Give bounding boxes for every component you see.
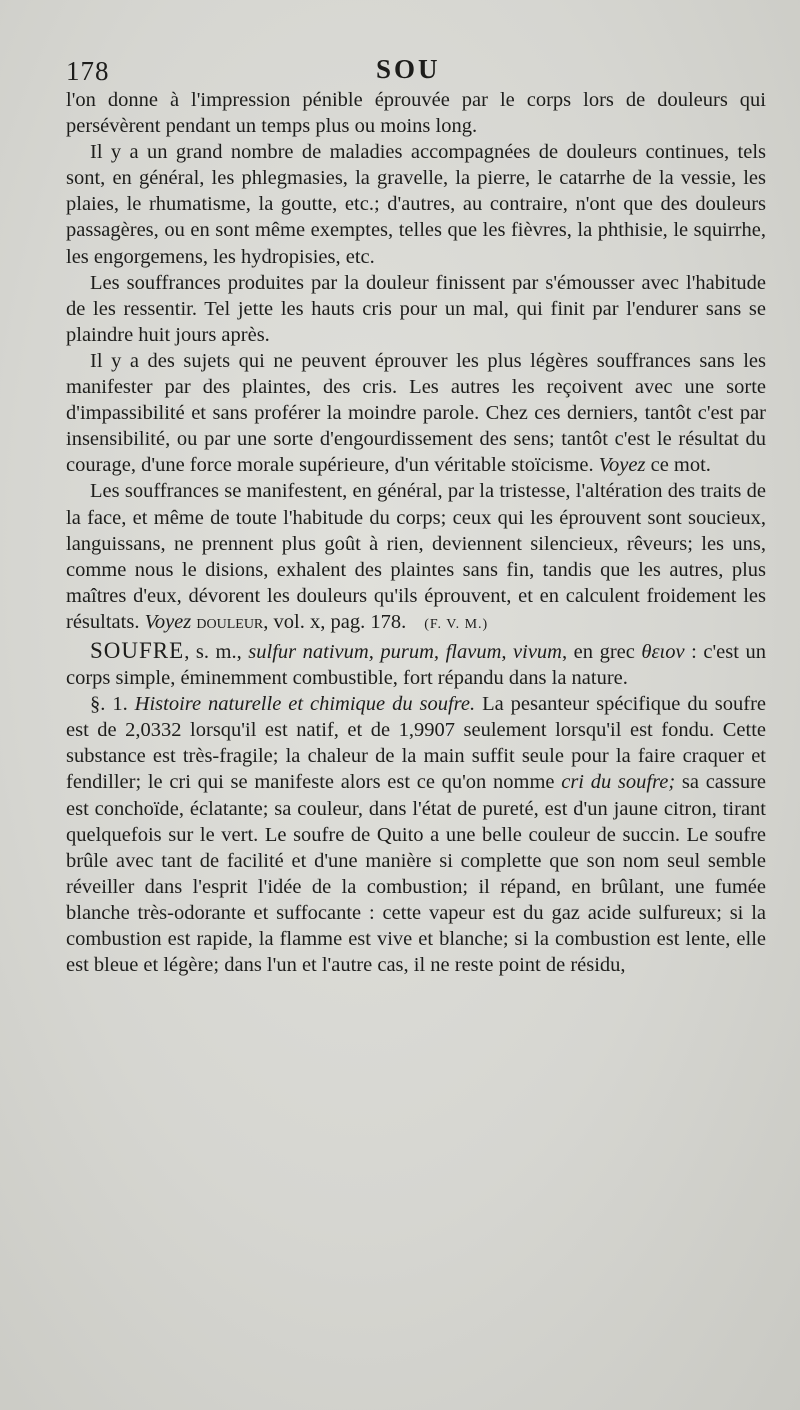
paragraph-sujets-text: Il y a des sujets qui ne peuvent éprouver les plus légères souffrances sans les manifester par des plaintes, des cris. Les autres les reçoivent avec une sorte d'impassibilité et sans proférer la moindre parole. Chez ces derniers, tantôt c'est par insensibilité, ou par une sorte d'engourdissement des sens; tantôt c'est le résultat du courage, d'une force morale supérieure, d'un véritable stoïcisme. bbox=[66, 349, 766, 477]
entry-greek-word: θειον bbox=[641, 640, 685, 663]
page-header bbox=[66, 52, 766, 88]
entry-latin-names: sulfur nativum, purum, flavum, vivum bbox=[248, 640, 562, 663]
entry-soufre bbox=[66, 638, 766, 691]
paragraph-habitude: Les souffrances produites par la douleur finissent par s'émousser avec l'habitude de les ressentir. Tel jette les hauts cris pour un mal, qui finit par l'endurer sans se plaindre huit jours après. bbox=[66, 271, 766, 346]
section-text: La pesanteur spécifique du soufre est de 2,0332 lorsqu'il est natif, et de 1,9907 seulement lorsqu'il est fondu. Cette substance est très-fragile; la chaleur de la main suffit seule pour la faire craquer et fendiller; le cri qui se manifeste alors est ce qu'on nomme bbox=[66, 693, 767, 794]
paragraph-maladies: Il y a un grand nombre de maladies accompagnées de douleurs continues, tels sont, en général, les phlegmasies, la gravelle, la pierre, le catarrhe de la vessie, les plaies, le rhumatisme, la goutte, etc.; d'autres, au contraire, n'ont que des douleurs passagères, ou en sont même exemptes, telles que les fièvres, la phthisie, le squirrhe, les engorgemens, les hydropisies, etc. bbox=[66, 141, 766, 268]
page-number: 178 bbox=[66, 56, 110, 86]
body-text bbox=[66, 87, 766, 978]
running-head: SOU bbox=[376, 54, 441, 84]
entry-grammar: , s. m., bbox=[184, 640, 242, 663]
section-title: Histoire naturelle et chimique du soufre. bbox=[134, 693, 476, 716]
author-signature: (F. V. M.) bbox=[424, 616, 489, 632]
cross-reference-douleur: douleur bbox=[196, 610, 264, 633]
paragraph-manifestations-text: Les souffrances se manifestent, en général, par la tristesse, l'altération des traits de la face, et même de toute l'habitude du corps; ceux qui les éprouvent sont soucieux, languissans, ne prennent plus goût à rien, deviennent silencieux, rêveurs; les uns, comme nous le disions, exhalent des plaintes sans fin, tandis que les autres, plus maîtres d'eux, dévorent les douleurs qu'ils éprouvent, et en calculent froidement les résultats. bbox=[66, 480, 766, 633]
paragraph-manifestations bbox=[66, 478, 766, 638]
entry-definition: : c'est un corps simple, éminemment combustible, fort répandu dans la nature. bbox=[66, 640, 766, 690]
term-cri-du-soufre: cri du soufre; bbox=[561, 771, 676, 794]
volume-reference: , vol. x, pag. 178. bbox=[263, 610, 407, 633]
paragraph-sujets bbox=[66, 348, 766, 478]
section-number: §. 1. bbox=[90, 693, 128, 716]
voyez-reference: Voyez bbox=[598, 454, 646, 477]
paragraph-continued: l'on donne à l'impression pénible éprouvée par le corps lors de douleurs qui persévèrent pendant un temps plus ou moins long. bbox=[66, 89, 766, 138]
section-text-continued: sa cassure est conchoïde, éclatante; sa couleur, dans l'état de pureté, est d'un jaune citron, tirant quelquefois sur le vert. Le soufre de Quito a une belle couleur de succin. Le soufre brûle avec tant de facilité et d'une manière si complette que son nom seul semble réveiller dans l'esprit l'idée de la combustion; il répand, en brûlant, une fumée blanche très-odorante et suffocante : cette vapeur est du gaz acide sulfureux; si la combustion est rapide, la flamme est vive et blanche; si la combustion est lente, elle est bleue et légère; dans l'un et l'autre cas, il ne reste point de résidu, bbox=[66, 771, 767, 977]
paragraph-sujets-end: ce mot. bbox=[650, 454, 711, 477]
entry-headword: SOUFRE bbox=[90, 637, 185, 663]
section-histoire bbox=[66, 691, 766, 978]
voyez-reference: Voyez bbox=[144, 610, 192, 633]
entry-greek-lead: , en grec bbox=[562, 640, 635, 663]
